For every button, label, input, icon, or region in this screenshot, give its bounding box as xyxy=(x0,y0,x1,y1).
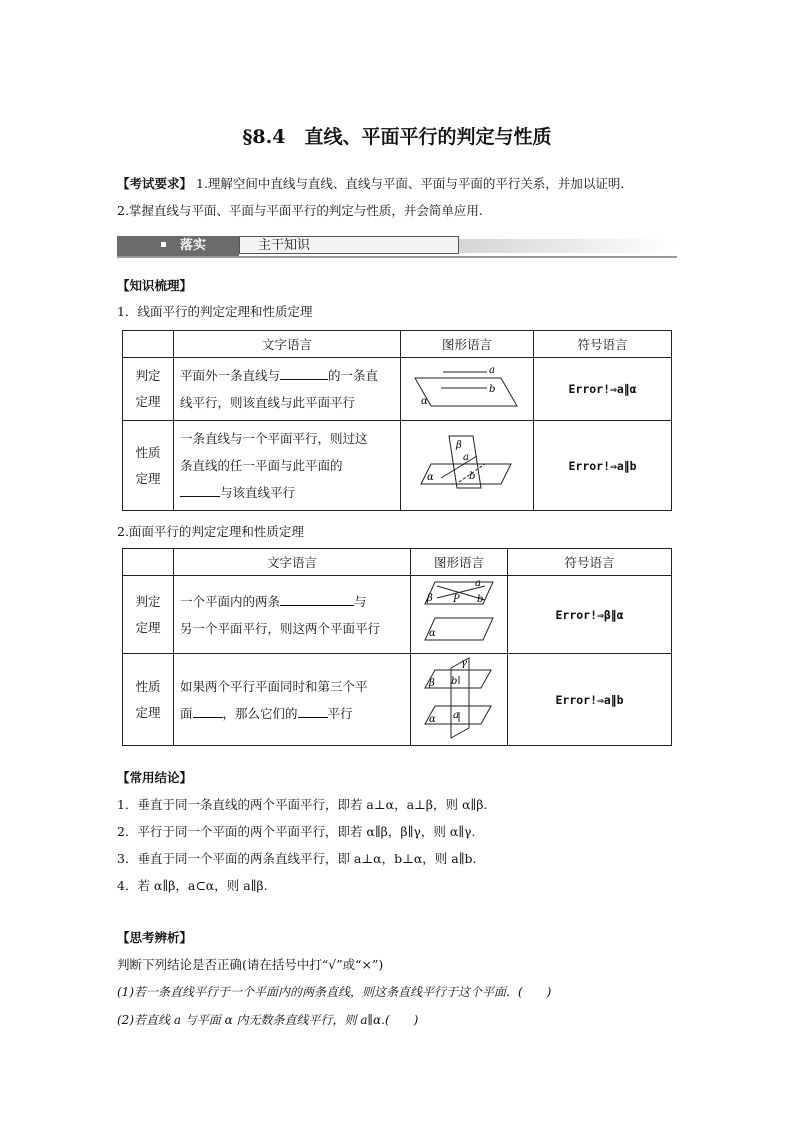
header-empty xyxy=(123,549,174,576)
fill-blank[interactable] xyxy=(298,705,328,718)
thinking-question-2: (2)若直线 a 与平面 α 内无数条直线平行，则 a∥α.( ) xyxy=(117,1013,419,1027)
svg-text:α: α xyxy=(429,628,436,639)
row-label: 性质 定理 xyxy=(123,421,174,511)
svg-text:b: b xyxy=(477,594,484,605)
table-header-row xyxy=(123,331,672,358)
exam-requirement-2: 2.掌握直线与平面、平面与平面平行的判定与性质，并会简单应用. xyxy=(117,203,483,218)
table-row xyxy=(123,654,672,746)
svg-text:β: β xyxy=(456,440,462,451)
header-text-lang: 文字语言 xyxy=(174,549,411,576)
table-plane-plane-parallel xyxy=(122,548,672,746)
banner-left: 落实 xyxy=(117,236,239,256)
row-text: 一个平面内的两条 与 另一个平面平行，则这两个平面平行 xyxy=(174,576,411,654)
table-row xyxy=(123,421,672,511)
row-text: 一条直线与一个平面平行，则过这 条直线的任一平面与此平面的 与该直线平行 xyxy=(174,421,401,511)
section-banner xyxy=(117,236,677,258)
thinking-intro: 判断下列结论是否正确(请在括号中打“√”或“×”) xyxy=(117,957,384,972)
row-symbol: Error!⇒a∥α xyxy=(534,358,672,421)
row-text: 如果两个平行平面同时和第三个平 面 ，那么它们的 平行 xyxy=(174,654,411,746)
banner-rule xyxy=(117,256,677,258)
svg-text:a: a xyxy=(489,365,495,376)
exam-req1: 1.理解空间中直线与直线、直线与平面、平面与平面的平行关系，并加以证明. xyxy=(196,176,625,191)
row-text: 平面外一条直线与 的一条直 线平行，则该直线与此平面平行 xyxy=(174,358,401,421)
conclusion-item: 3．垂直于同一个平面的两条直线平行，即 a⊥α，b⊥α，则 a∥b. xyxy=(117,851,477,866)
header-symbol-lang: 符号语言 xyxy=(534,331,672,358)
svg-text:P: P xyxy=(453,594,460,605)
header-symbol-lang: 符号语言 xyxy=(508,549,672,576)
conclusion-item: 2．平行于同一个平面的两个平面平行，即若 α∥β，β∥γ，则 α∥γ. xyxy=(117,824,476,839)
svg-text:β: β xyxy=(429,678,435,689)
fill-blank[interactable] xyxy=(280,367,328,380)
thinking-question-1: (1)若一条直线平行于一个平面内的两条直线，则这条直线平行于这个平面．( ) xyxy=(117,985,552,999)
thinking-tag: 【思考辨析】 xyxy=(117,930,193,945)
row-label: 判定 定理 xyxy=(123,358,174,421)
row-symbol: Error!⇒β∥α xyxy=(508,576,672,654)
conclusions-tag: 【常用结论】 xyxy=(117,770,193,785)
svg-text:a: a xyxy=(453,710,459,721)
table2-title: 2.面面平行的判定定理和性质定理 xyxy=(117,524,304,539)
header-figure-lang: 图形语言 xyxy=(411,549,508,576)
table-line-plane-parallel xyxy=(122,330,672,511)
svg-text:a: a xyxy=(475,578,481,589)
table-header-row xyxy=(123,549,672,576)
svg-text:α: α xyxy=(427,472,434,483)
plane-plane-property-figure xyxy=(411,654,507,742)
conclusion-item: 4．若 α∥β，a⊂α，则 a∥β. xyxy=(117,878,268,893)
fill-blank[interactable] xyxy=(280,593,354,606)
line-plane-figure xyxy=(401,360,533,415)
row-figure xyxy=(411,654,508,746)
header-text-lang: 文字语言 xyxy=(174,331,401,358)
conclusion-item: 1．垂直于同一条直线的两个平面平行，即若 a⊥α，a⊥β，则 α∥β. xyxy=(117,797,488,812)
row-figure xyxy=(401,421,534,511)
table-row xyxy=(123,358,672,421)
header-figure-lang: 图形语言 xyxy=(401,331,534,358)
plane-plane-judge-figure xyxy=(411,576,507,650)
svg-text:α: α xyxy=(421,396,428,407)
page-title: §8.4 直线、平面平行的判定与性质 xyxy=(242,126,552,148)
svg-text:a: a xyxy=(463,452,469,463)
square-bullet-icon xyxy=(161,242,166,247)
row-figure xyxy=(401,358,534,421)
row-figure xyxy=(411,576,508,654)
svg-text:b: b xyxy=(451,676,458,687)
fill-blank[interactable] xyxy=(180,484,220,497)
table1-title: 1．线面平行的判定定理和性质定理 xyxy=(117,304,313,319)
header-empty xyxy=(123,331,174,358)
svg-text:β: β xyxy=(427,593,433,604)
exam-tag: 【考试要求】 xyxy=(117,176,193,191)
svg-text:γ: γ xyxy=(461,658,467,669)
fill-blank[interactable] xyxy=(193,705,223,718)
line-plane-property-figure xyxy=(401,424,533,504)
svg-text:b: b xyxy=(469,471,476,482)
row-symbol: Error!⇒a∥b xyxy=(508,654,672,746)
knowledge-tag: 【知识梳理】 xyxy=(117,278,193,293)
banner-fade xyxy=(459,239,677,253)
svg-text:α: α xyxy=(429,714,436,725)
svg-text:b: b xyxy=(489,384,496,395)
row-label: 判定 定理 xyxy=(123,576,174,654)
exam-requirement-1 xyxy=(117,174,624,192)
table-row xyxy=(123,576,672,654)
row-label: 性质 定理 xyxy=(123,654,174,746)
banner-right: 主干知识 xyxy=(239,236,459,254)
row-symbol: Error!⇒a∥b xyxy=(534,421,672,511)
